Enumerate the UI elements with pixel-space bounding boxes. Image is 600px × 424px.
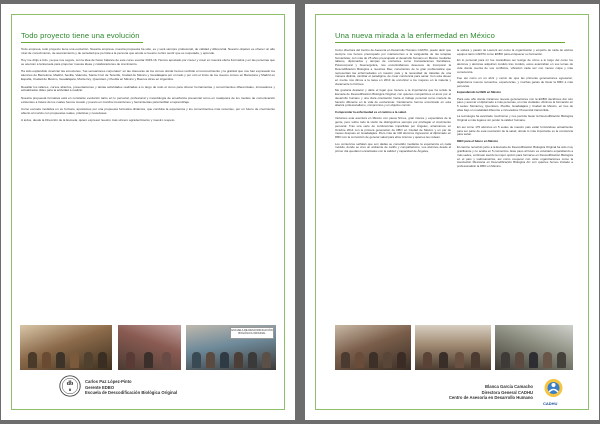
photo-inset-logo: ESCUELA DE DESCODIFICACIÓN BIOLÓGICA ORIGINAL [230, 327, 274, 339]
group-photo [495, 325, 573, 370]
paragraph: En así como 170 alumnos en 5 sedes de nuestro país están formándose actualmente para ser parte de esta revolución de la salud, donde lo más importante es la conciencia para sanar. [457, 124, 573, 137]
edbo-logo-icon [59, 375, 81, 397]
right-page [305, 4, 599, 420]
paragraph: Para este año donde iniciamos nuevas generaciones con la EDBO decidimos dar otro paso y acercar el diplomado a más personas, en más ciudades. Abrimos la formación en 5 sedes: Monterrey, Querétaro, Puebla, Guadalajara y Ciudad de México, en tres de ellas bajo un modalidad diferente e innovadora: Presencial transmitida. [457, 96, 573, 112]
paragraph: Como directora del Centro de Asesoría en Desarrollo Humano CADHU, puedo decir que siempre nos hemos preocupado por mantenernos a la vanguardia de las terapias humanistas; con más de 25 años preocupado el desarrollo humano en México mediante talleres, diplomados y tampas de corrientes como Constelaciones Familiares, Psicocorporal y bioenergética, nos encontrábamos deseosos de incorporar la Descodificación Biológica a nuestras filas; conscientes de la gran problemática que representan las enfermedades en nuestro país y la necesidad de tratarlas de una manera distinta, cambiar el paradigma, de crear conciencia para sanar. Con esta deseo en mente nos dimos a la tarea en 2013 de encontrar a los mejores en la materia y claramente lo hicimos. [335, 48, 451, 86]
paragraph: Los comienzos señalan que son dadas se consolidó mediante la experiencia en cada módulo, donde se creó un ambiente de cariño y compañerismo. Los alumnos desde el primer día quedaron encantados con la calidez y capacidad de Ángeles, [335, 141, 451, 154]
section-heading: Comprender la enfermedad es el camino a la salud. [335, 109, 407, 114]
right-signature [425, 384, 533, 401]
paragraph: Hoy me dirijo a Uds. ya que nos seguís, con la idea de hacer balance de este curso escolar 2015-16. Hemos apostado por crecer y crear en nuestra oferta Formativa y en las personas que se acercan a la Escuela para proponer nuevas ideas y colaboraciones de crecimiento. [21, 58, 275, 67]
paragraph: Ha sido espléndido vivenciar las emociones, "las sensaciones corporales" en las clausuras de los cursos donde hemos recibido el reconocimiento y la gratitud que nos han expresado los alumnos de Barcelona, Madrid, Sevilla, Valencia, Santa Cruz de Tenerife, Ciudad de México y Guadalajara por un lado y por otro el inicio de los nuevos cursos en Barcelona y Madrid en España, Ciudad de México, Guadalajara, Monterrey, Querétaro y Puebla en México y Buenos Aires en Argentina. [21, 69, 275, 82]
right-column-1 [335, 49, 451, 157]
title-underline [335, 42, 565, 43]
section-heading: DBO para el futuro en México [457, 138, 499, 143]
paragraph: El camino recorrido junto a la Escuela de Descodificación Biológica Original ha sido muy gratificante y no acaba en 5 comienzos. Este paso al futuro es voluntario expandiendo a más sedes, continuar siendo la mejor opción para formarse en Descodificación Biológica en el país y Latinoamérica, así como cooperar con otras organizaciones como la Asociación Mexicana en Descodificación Biológica AC con quienes hemos iniciado a profesionalizar la DBO en México. [457, 145, 573, 169]
paragraph: Nuestra propuesta formativa está en constante evolución tanto en lo personal, profesional y metodología de enseñanza presencial como en cualquiera de los medios de comunicación existentes a través de los cuales hemos creado y puesto en marcha mecanismos y herramientas para facilitar el aprendizaje. [21, 95, 275, 104]
left-signature [85, 379, 177, 396]
photo-strip [20, 325, 276, 370]
paragraph: Iniciamos esta aventura en México con pasos firmes, gran interés y expectativa de la gente, pero sobre todo la visión de distinguirnos siempre por privilegiar el crecimiento personal. Tras una serie de conferencias impartidas por Ángeles, arrancamos en Octubre 2014 con la primera generación de DBO en Ciudad de México y un par de meses después en Guadalajara. Poco más de 100 alumnos ingresaron al diplomado en DBO con la convicción de generar salud para ellos mismos y quienes les rodean. [335, 116, 451, 140]
left-page-title: Todo proyecto tiene una evolución [21, 31, 140, 40]
svg-text:o: o [68, 388, 72, 393]
paragraph: Todo empresa, todo proyecto tiene una evolución. Nuestra empresa, nuestra propuesta ha sido, es y será siempre profesional, de calidad y diferencial. Nuestro objetivo es ofrecer un alto nivel de conocimiento, de acercamiento y de seriedad que permita a la persona que acude a nuestro centro sentir que es respetada, y aprende. [21, 47, 275, 55]
right-page-title: Una nueva mirada a la enfermedad en México [335, 31, 495, 40]
signature-role: Directora General CADHU [481, 389, 533, 395]
paragraph: La tecnología ha avanzado muchísimo y nos permite llevar la Descodificación Biológica Original a más lugares sin perder la calidez humana. [457, 114, 573, 123]
paragraph: Me gustaría destacar y darle el lugar que merece a la importancia que ha tenido la Escuela de Descodificación Biológica Original, con quienes compartimos el amor por el desarrollo humano y una clara orientación hacia el trabajo personal como manera de hacerlo diferente en la vida de evolucionar. Ciertamente hemos encontrado en esta alianza profesionalismo, compromiso y un objetivo común. [335, 88, 451, 108]
svg-text:db: db [66, 381, 74, 387]
right-column-2 [457, 49, 573, 172]
title-underline [21, 42, 143, 43]
group-photo [415, 325, 491, 370]
signature-name: Carlos Paz López-Pinto [85, 379, 132, 384]
group-photo [20, 325, 112, 370]
paragraph: A todos, desde la Dirección de la Escuela, quiero expresar nuestro más sincero agradecimiento y nuestro respeto. [21, 118, 176, 123]
cadhu-logo-label: CADHU [543, 401, 558, 406]
paragraph: la soltura y pasión de Laurent así como la organización y empeño de cada de ambos equipos tanto CADHU como EDBO para enriquecer su formación. [457, 48, 573, 56]
signature-name: Blanca García Camacho [485, 384, 533, 389]
signature-org: Escuela de Descodificación Biológica Original [85, 390, 178, 396]
group-photo [186, 325, 276, 370]
left-body-text [21, 48, 275, 126]
paragraph: Fue así como en un abrir y cerrar de ojos las primeras generaciones egresaron, dejándonos nuevos recuerdos, experiencias, y muchas ganas de llevar la DBO a más personas. [457, 76, 573, 88]
group-photo [118, 325, 181, 370]
paragraph: Como escuela modélica en su formato, apostamos por una propuesta formativa dinámica, que combina la experiencia y los conocimientos más recientes, por un futuro de crecimiento abierto al mundo con propuestas reales, prácticas y novedosas. [21, 106, 275, 115]
signature-org: Centro de Asesoría en Desarrollo Humano [448, 395, 533, 401]
signature-role: Gerente EDBO [85, 384, 115, 390]
group-photo [335, 325, 411, 370]
paragraph: En lo personal para mí fue maravilloso ser testigo de cómo a lo largo del curso los alumnos y alumnas adquirían módulo tras módulo, estos avanzaban en sus temas de vida donde cuenta de sus conflictos, vibración cada vez con menos culpa y más consciencia. [457, 58, 573, 74]
left-page [1, 4, 295, 420]
section-heading: Expandiendo la DBO en México [457, 90, 502, 95]
paragraph: Resaltar los talleres, cursos abiertos, presentaciones y tantas actividades realizadas a lo largo de todo el curso para ofrecer herramientas y conocimientos diferenciales, innovadores y actualizados útiles para la actividad a realizar. [21, 84, 275, 93]
photo-strip [335, 325, 573, 370]
